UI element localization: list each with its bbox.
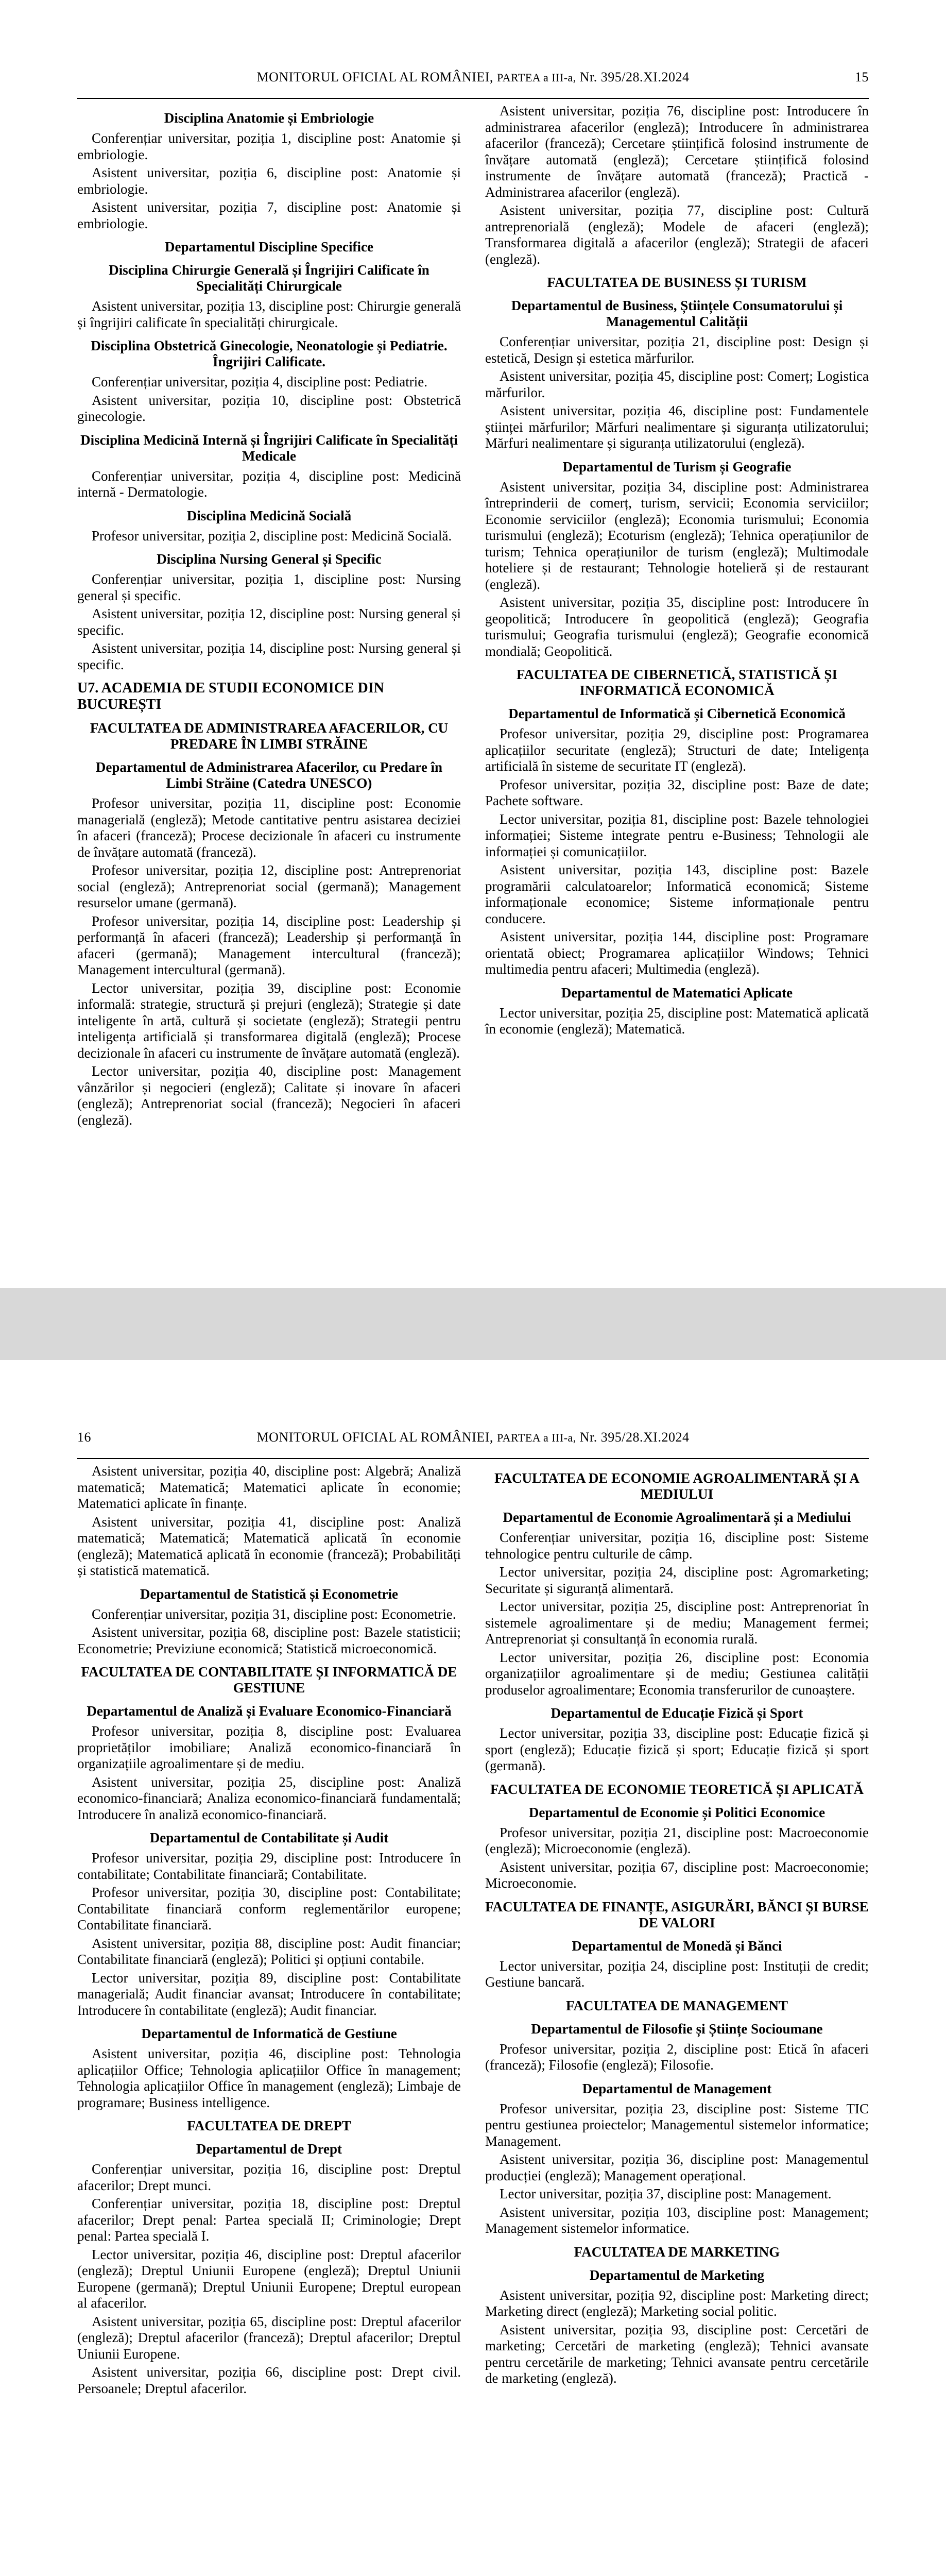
paragraph: Asistent universitar, poziția 13, discipline post: Chirurgie generală și îngrijiri calificate în specialități chirurgicale. <box>77 298 461 330</box>
paragraph: Asistent universitar, poziția 65, discipline post: Dreptul afacerilor (engleză); Dreptul afacerilor (franceză); Dreptul afacerilor; Dreptul Uniunii Europene. <box>77 2313 461 2362</box>
paragraph: Lector universitar, poziția 89, discipline post: Contabilitate managerială; Audit financiar avansat; Introducere în contabilitate; Introducere în contabilitate (engleză); Audit financiar. <box>77 1970 461 2018</box>
paragraph: Asistent universitar, poziția 92, discipline post: Marketing direct; Marketing direct (engleză); Marketing social politic. <box>485 2287 869 2319</box>
paragraph: Profesor universitar, poziția 8, discipline post: Evaluarea proprietăților imobiliare; Analiză economico-financiară în organizațiile agroalimentare și de mediu. <box>77 1723 461 1771</box>
department-heading: Departamentul de Informatică și Cibernetică Economică <box>508 706 846 721</box>
department-heading: Departamentul de Economie și Politici Economice <box>528 1804 825 1820</box>
paragraph: Asistent universitar, poziția 25, discipline post: Analiză economico-financiară; Analiza economico-financiară fundamentală; Introducere în analiză economico-financiară. <box>77 1774 461 1822</box>
department-heading: Departamentul de Analiză și Evaluare Economico-Financiară <box>87 1703 452 1719</box>
paragraph: Asistent universitar, poziția 76, discipline post: Introducere în administrarea afacerilor (engleză); Introducere în administrarea afacerilor (franceză); Cercetare științifică folosind instrumente de învățare automată (engleză); Cercetare științifică folosind instrumente de învățare automată (franceză); Practică - Administrarea afacerilor (engleză). <box>485 103 869 200</box>
paragraph: Conferențiar universitar, poziția 21, discipline post: Design și estetică, Design și estetica mărfurilor. <box>485 334 869 366</box>
paragraph: Profesor universitar, poziția 11, discipline post: Economie managerială (engleză); Metode cantitative pentru asistarea deciziei în afaceri (franceză); Procese decizionale în afaceri cu instrumente de învățare automată (franceză). <box>77 795 461 860</box>
paragraph: Asistent universitar, poziția 93, discipline post: Cercetări de marketing; Cercetări de marketing (engleză); Tehnici avansate pentru cercetările de marketing; Tehnici avansate pentru cercetările de marketing (engleză). <box>485 2321 869 2386</box>
paragraph: Conferențiar universitar, poziția 16, discipline post: Dreptul afacerilor; Drept munci. <box>77 2161 461 2193</box>
department-heading: Departamentul de Marketing <box>590 2267 764 2283</box>
department-heading: Departamentul de Monedă și Bănci <box>572 1938 782 1954</box>
paragraph: Profesor universitar, poziția 2, discipline post: Medicină Socială. <box>92 528 452 544</box>
department-heading: Departamentul de Contabilitate și Audit <box>149 1830 389 1845</box>
paragraph: Profesor universitar, poziția 29, discipline post: Programarea aplicațiilor securitate (engleză); Structuri de date; Inteligența artificială în sisteme de securitate IT (engleză). <box>485 726 869 774</box>
department-heading: Departamentul de Informatică de Gestiune <box>141 2026 397 2041</box>
paragraph: Lector universitar, poziția 26, discipline post: Economia organizațiilor agroalimentare și de mediu; Gestiunea calității produselor agroalimentare; Economia transferurilor de cunoaștere. <box>485 1649 869 1698</box>
text-column-right <box>485 1463 869 2399</box>
paragraph: Asistent universitar, poziția 45, discipline post: Comerț; Logistica mărfurilor. <box>485 368 869 400</box>
page-header <box>77 62 869 99</box>
department-heading: Departamentul de Educație Fizică și Sport <box>551 1705 803 1721</box>
paragraph: Asistent universitar, poziția 41, discipline post: Analiză matematică; Matematică; Matematică aplicată în economie (engleză); Matematică aplicată în economie (franceză); Probabilități și statistică matematică. <box>77 1514 461 1578</box>
section-heading: FACULTATEA DE ECONOMIE TEORETICĂ ȘI APLICATĂ <box>490 1781 864 1797</box>
section-heading: FACULTATEA DE CIBERNETICĂ, STATISTICĂ ȘI INFORMATICĂ ECONOMICĂ <box>517 667 837 698</box>
page-number: 15 <box>855 70 869 84</box>
paragraph: Profesor universitar, poziția 2, discipline post: Etică în afaceri (franceză); Filosofie (engleză); Filosofie. <box>485 2041 869 2073</box>
paragraph: Lector universitar, poziția 33, discipline post: Educație fizică și sport (engleză); Educație fizică și sport; Educație fizică și sport (germană). <box>485 1725 869 1773</box>
paragraph: Asistent universitar, poziția 46, discipline post: Fundamentele științei mărfurilor; Mărfuri nealimentare și siguranța utilizatorului; Mărfuri nealimentare și siguranța utilizatorului (engleză). <box>485 403 869 451</box>
paragraph: Asistent universitar, poziția 14, discipline post: Nursing general și specific. <box>77 640 461 672</box>
paragraph: Asistent universitar, poziția 7, discipline post: Anatomie și embriologie. <box>77 199 461 231</box>
department-heading: Departamentul de Administrarea Afacerilor, cu Predare în Limbi Străine (Catedra UNESCO) <box>95 759 443 791</box>
paragraph: Asistent universitar, poziția 143, discipline post: Bazele programării calculatoarelor; Informatică economică; Sisteme informaționale economice; Sisteme informaționale pentru conducere. <box>485 862 869 926</box>
page-number: 16 <box>77 1430 91 1445</box>
department-heading: Departamentul de Drept <box>196 2141 342 2157</box>
department-heading: Disciplina Medicină Socială <box>186 507 352 523</box>
paragraph: Profesor universitar, poziția 30, discipline post: Contabilitate; Contabilitate financiară conform reglementărilor europene; Contabilitate financiară. <box>77 1885 461 1933</box>
paragraph: Conferențiar universitar, poziția 1, discipline post: Anatomie și embriologie. <box>77 130 461 162</box>
paragraph: Asistent universitar, poziția 35, discipline post: Introducere în geopolitică; Introducere în geopolitică (engleză); Geografia turismului; Geografia turismului (engleză); Geografie economică mondială; Geopolitică. <box>485 595 869 659</box>
paragraph: Asistent universitar, poziția 40, discipline post: Algebră; Analiză matematică; Matematică; Matematici aplicate în economie; Matematici aplicate în finanțe. <box>77 1463 461 1511</box>
text-column-right <box>485 103 869 1130</box>
section-heading: FACULTATEA DE ADMINISTRAREA AFACERILOR, CU PREDARE ÎN LIMBI STRĂINE <box>90 720 449 752</box>
paragraph: Asistent universitar, poziția 6, discipline post: Anatomie și embriologie. <box>77 165 461 197</box>
header-issue: Nr. 395/28.XI.2024 <box>579 1430 690 1445</box>
paragraph: Lector universitar, poziția 39, discipline post: Economie informală: strategie, structură și prejuri (engleză); Strategie și date inteligente în artă, cultură și societate (engleză); Strategii pentru inteligența artificială și transformarea digitală (engleză); Procese decizionale în afaceri cu instrumente de învățare automată (engleză). <box>77 980 461 1061</box>
document-page <box>0 1360 946 2576</box>
paragraph: Asistent universitar, poziția 10, discipline post: Obstetrică ginecologie. <box>77 392 461 424</box>
paragraph: Profesor universitar, poziția 32, discipline post: Baze de date; Pachete software. <box>485 776 869 808</box>
department-heading: Departamentul de Turism și Geografie <box>562 459 792 474</box>
paragraph: Asistent universitar, poziția 88, discipline post: Audit financiar; Contabilitate financiară (engleză); Politici și opțiuni contabile. <box>77 1935 461 1967</box>
header-title: MONITORUL OFICIAL AL ROMÂNIEI, <box>256 1430 493 1445</box>
paragraph: Lector universitar, poziția 37, discipline post: Management. <box>500 2186 832 2201</box>
paragraph: Asistent universitar, poziția 36, discipline post: Managementul producției (engleză); Management operațional. <box>485 2151 869 2183</box>
department-heading: Departamentul de Business, Științele Consumatorului și Managementul Calității <box>511 298 843 329</box>
paragraph: Conferențiar universitar, poziția 18, discipline post: Dreptul afacerilor; Drept penal: Partea specială II; Criminologie; Drept penal: Partea specială I. <box>77 2196 461 2244</box>
section-heading: FACULTATEA DE FINANȚE, ASIGURĂRI, BĂNCI ȘI BURSE DE VALORI <box>485 1899 869 1930</box>
paragraph: Profesor universitar, poziția 12, discipline post: Antreprenoriat social (engleză); Antreprenoriat social (germană); Management resurselor umane (germană). <box>77 862 461 910</box>
paragraph: Profesor universitar, poziția 21, discipline post: Macroeconomie (engleză); Microeconomie (engleză). <box>485 1824 869 1856</box>
header-issue: Nr. 395/28.XI.2024 <box>579 70 690 84</box>
paragraph: Asistent universitar, poziția 66, discipline post: Drept civil. Persoanele; Dreptul afacerilor. <box>77 2364 461 2396</box>
section-heading: Departamentul Discipline Specifice <box>165 239 373 255</box>
department-heading: Disciplina Obstetrică Ginecologie, Neonatologie și Pediatrie. Îngrijiri Calificate. <box>91 338 448 369</box>
department-heading: Departamentul de Statistică și Econometrie <box>140 1586 398 1602</box>
paragraph: Asistent universitar, poziția 77, discipline post: Cultură antreprenorială (engleză); Modele de afaceri (engleză); Transformarea digitală a afacerilor (engleză); Strategii de afaceri (engleză). <box>485 202 869 267</box>
text-column-left <box>77 1463 461 2399</box>
text-column-left <box>77 103 461 1130</box>
department-heading: Disciplina Anatomie și Embriologie <box>164 110 374 126</box>
paragraph: Lector universitar, poziția 24, discipline post: Instituții de credit; Gestiune bancară. <box>485 1958 869 1990</box>
header-part: PARTEA a III-a, <box>496 71 576 84</box>
page-header <box>77 1422 869 1459</box>
section-heading: FACULTATEA DE MANAGEMENT <box>565 1997 788 2013</box>
paragraph: Conferențiar universitar, poziția 1, discipline post: Nursing general și specific. <box>77 571 461 603</box>
paragraph: Conferențiar universitar, poziția 31, discipline post: Econometrie. <box>92 1606 456 1622</box>
paragraph: Asistent universitar, poziția 12, discipline post: Nursing general și specific. <box>77 606 461 638</box>
paragraph: Lector universitar, poziția 81, discipline post: Bazele tehnologiei informației; Sisteme integrate pentru e-Business; Tehnologii ale informației și comunicațiilor. <box>485 811 869 859</box>
paragraph: Conferențiar universitar, poziția 16, discipline post: Sisteme tehnologice pentru culturile de câmp. <box>485 1530 869 1562</box>
department-heading: Departamentul de Economie Agroalimentară și a Mediului <box>503 1510 851 1525</box>
paragraph: Lector universitar, poziția 24, discipline post: Agromarketing; Securitate și siguranță alimentară. <box>485 1564 869 1596</box>
header-part: PARTEA a III-a, <box>496 1431 576 1444</box>
paragraph: Asistent universitar, poziția 68, discipline post: Bazele statisticii; Econometrie; Previziune economică; Statistică microeconomică. <box>77 1624 461 1656</box>
section-heading: FACULTATEA DE ECONOMIE AGROALIMENTARĂ ȘI A MEDIULUI <box>494 1470 859 1502</box>
department-heading: Departamentul de Matematici Aplicate <box>561 985 793 1001</box>
section-heading: FACULTATEA DE BUSINESS ȘI TURISM <box>547 275 807 290</box>
section-heading: FACULTATEA DE MARKETING <box>574 2244 780 2260</box>
paragraph: Profesor universitar, poziția 23, discipline post: Sisteme TIC pentru gestiunea proiectelor; Managementul sistemelor informatice; Management. <box>485 2100 869 2149</box>
department-heading: Departamentul de Management <box>582 2080 772 2096</box>
paragraph: Asistent universitar, poziția 34, discipline post: Administrarea întreprinderii de comerț, turism, servicii; Economia serviciilor; Economie serviciilor (engleză); Economia turismului; Economia turismului (engleză); Ecoturism (engleză); Tehnica operațiunilor de turism; Tehnica operațiunilor de turism (engleză); Multimodale hoteliere și de restaurant; Tehnologie hotelieră și de restaurant (engleză). <box>485 479 869 592</box>
department-heading: Disciplina Medicină Internă și Îngrijiri Calificate în Specialități Medicale <box>80 432 458 464</box>
paragraph: Conferențiar universitar, poziția 4, discipline post: Pediatrie. <box>92 374 427 389</box>
paragraph: Lector universitar, poziția 46, discipline post: Dreptul afacerilor (engleză); Dreptul Uniunii Europene (engleză); Dreptul Uniunii Europene (germană); Dreptul Uniunii Europene; Dreptul european al afacerilor. <box>77 2246 461 2311</box>
paragraph: Conferențiar universitar, poziția 4, discipline post: Medicină internă - Dermatologie. <box>77 468 461 500</box>
department-heading: Disciplina Nursing General și Specific <box>157 551 382 567</box>
header-title: MONITORUL OFICIAL AL ROMÂNIEI, <box>256 70 493 84</box>
paragraph: Lector universitar, poziția 25, discipline post: Antreprenoriat în sistemele agroalimentare și de mediu; Management fermei; Antreprenoriat și consultanță în economia rurală. <box>485 1599 869 1647</box>
paragraph: Profesor universitar, poziția 14, discipline post: Leadership și performanță în afaceri (franceză); Leadership și performanță în afaceri (germană); Management intercultural (franceză); Management intercultural (germană). <box>77 913 461 977</box>
section-heading: FACULTATEA DE CONTABILITATE ȘI INFORMATICĂ DE GESTIUNE <box>81 1664 457 1696</box>
paragraph: Asistent universitar, poziția 67, discipline post: Macroeconomie; Microeconomie. <box>485 1859 869 1891</box>
paragraph: Lector universitar, poziția 25, discipline post: Matematică aplicată în economie (engleză); Matematică. <box>485 1005 869 1037</box>
paragraph: Profesor universitar, poziția 29, discipline post: Introducere în contabilitate; Contabilitate financiară; Contabilitate. <box>77 1850 461 1882</box>
paragraph: Asistent universitar, poziția 46, discipline post: Tehnologia aplicațiilor Office; Tehnologia aplicațiilor Office în management; Tehnologia aplicațiilor Office în management (engleză); Limbaje de programare; Business intelligence. <box>77 2046 461 2110</box>
department-heading: Departamentul de Filosofie și Științe Socioumane <box>531 2021 823 2037</box>
section-heading: FACULTATEA DE DREPT <box>187 2118 351 2133</box>
paragraph: Lector universitar, poziția 40, discipline post: Management vânzărilor și negocieri (engleză); Calitate și inovare în afaceri (engleză); Antreprenoriat social (franceză); Negocieri în afaceri (engleză). <box>77 1063 461 1128</box>
paragraph: Asistent universitar, poziția 103, discipline post: Management; Management sistemelor informatice. <box>485 2204 869 2236</box>
university-heading: U7. ACADEMIA DE STUDII ECONOMICE DIN BUCUREȘTI <box>77 680 384 713</box>
department-heading: Disciplina Chirurgie Generală și Îngrijiri Calificate în Specialități Chirurgicale <box>109 262 429 294</box>
paragraph: Asistent universitar, poziția 144, discipline post: Programare orientată obiect; Programarea aplicațiilor Windows; Tehnici multimedia pentru afaceri; Multimedia (engleză). <box>485 929 869 977</box>
